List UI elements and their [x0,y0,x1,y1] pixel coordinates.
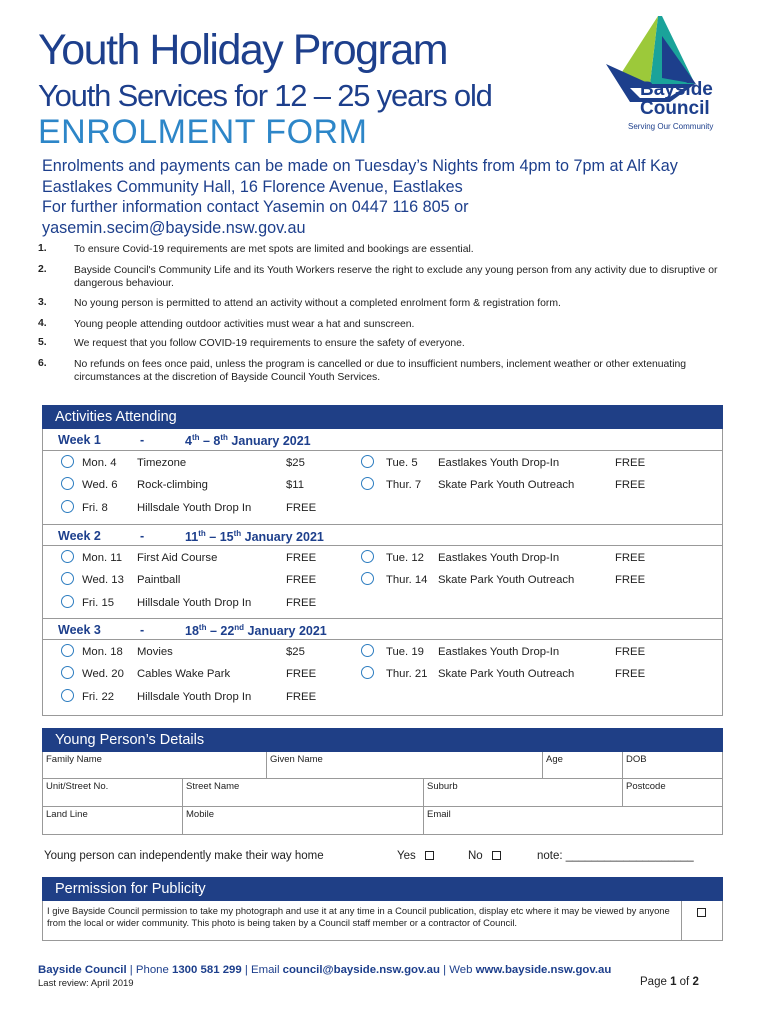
activity-name: Rock-climbing [137,479,208,491]
activity-radio[interactable] [361,666,374,679]
footer-contact: Bayside Council | Phone 1300 581 299 | Email council@bayside.nsw.gov.au | Web www.bayside.nsw.gov.au [38,964,612,976]
activity-price: FREE [615,668,646,680]
activity-day: Mon. 4 [82,457,117,469]
activity-day: Wed. 6 [82,479,118,491]
activity-price: $25 [286,457,305,469]
week-header [43,429,722,451]
activity-price: FREE [615,479,646,491]
date-start-suffix: th [191,433,200,442]
week-dash: - [140,623,145,637]
independent-no-option[interactable]: No [468,850,501,862]
divider [681,901,682,940]
date-month: January 2021 [241,530,324,545]
activity-name: Timezone [137,457,187,469]
activity-radio[interactable] [361,572,374,585]
intro-text: Enrolments and payments can be made on Tuesday’s Nights from 4pm to 7pm at Alf Kay Eastlakes Community Hall, 16 Florence Avenue, Eastlakes For further information contact Yasemin on 0447 116 805 or yasemin.secim@bayside.nsw.gov.au [42,156,742,238]
activity-name: Eastlakes Youth Drop-In [438,646,560,658]
note-field[interactable]: note: ____________________ [537,850,694,862]
date-month: January 2021 [227,434,311,449]
email-field[interactable]: Email [427,809,451,820]
activity-name: Eastlakes Youth Drop-In [438,457,560,469]
independent-travel-label: Young person can independently make their way home [44,850,324,862]
activities-table [42,429,723,716]
no-checkbox[interactable] [492,851,501,860]
activity-radio[interactable] [361,477,374,490]
date-start: 4 [185,434,192,449]
footer-web-link[interactable]: www.bayside.nsw.gov.au [475,964,612,976]
date-sep: – [206,624,221,639]
activity-day: Wed. 13 [82,574,124,586]
activity-day: Thur. 21 [386,668,428,680]
footer-email-link[interactable]: council@bayside.nsw.gov.au [282,964,440,976]
week-label: Week 2 [58,529,101,543]
unit-field[interactable]: Unit/Street No. [43,779,183,807]
date-end: 15 [219,530,234,545]
activity-day: Fri. 15 [82,597,115,609]
yes-checkbox[interactable] [425,851,434,860]
date-end-suffix: nd [234,623,245,632]
week-dates [185,529,324,544]
activity-name: Eastlakes Youth Drop-In [438,552,560,564]
week-label: Week 1 [58,433,101,447]
activity-name: Skate Park Youth Outreach [438,479,575,491]
activity-day: Fri. 22 [82,691,115,703]
activity-day: Mon. 18 [82,646,123,658]
activity-day: Thur. 14 [386,574,428,586]
activity-day: Fri. 8 [82,502,108,514]
activity-radio[interactable] [61,550,74,563]
independent-yes-option[interactable]: Yes [397,850,434,862]
form-title: ENROLMENT FORM [38,113,368,151]
activity-radio[interactable] [61,477,74,490]
page-number: Page 1 of 2 [640,976,699,988]
suburb-field[interactable]: Suburb [424,779,623,807]
date-end-suffix: th [233,529,242,538]
week-header [43,524,722,546]
week-dash: - [140,529,145,543]
activity-name: Skate Park Youth Outreach [438,574,575,586]
publicity-heading: Permission for Publicity [42,877,723,901]
date-end: 22 [220,624,235,639]
date-month: January 2021 [244,624,327,639]
logo-wordmark: Bayside Council [640,79,713,119]
activity-radio[interactable] [61,644,74,657]
publicity-consent-checkbox[interactable] [697,908,706,917]
activity-name: First Aid Course [137,552,218,564]
date-start-suffix: th [198,623,207,632]
activity-day: Tue. 12 [386,552,424,564]
activities-heading: Activities Attending [42,405,723,429]
dob-field[interactable]: DOB [623,752,722,779]
publicity-box [42,901,723,941]
activity-radio[interactable] [61,689,74,702]
last-review: Last review: April 2019 [38,978,134,989]
activity-name: Movies [137,646,173,658]
week-dates [185,433,311,448]
date-end: 8 [213,434,221,449]
week-dates [185,623,327,638]
activity-day: Wed. 20 [82,668,124,680]
mobile-field[interactable]: Mobile [183,807,424,834]
week-header [43,618,722,640]
activity-price: FREE [615,552,646,564]
activity-day: Thur. 7 [386,479,422,491]
activity-radio[interactable] [361,550,374,563]
activity-day: Tue. 5 [386,457,418,469]
activity-price: $25 [286,646,305,658]
publicity-statement: I give Bayside Council permission to take my photograph and use it at any time in a Council publication, display etc where it may be viewed by anyone from the local or wider community. This photo is being taken by a Council staff member or a contractor of Council. [47,905,670,928]
family-name-field[interactable]: Family Name [43,752,267,779]
activity-radio[interactable] [361,455,374,468]
activity-name: Hillsdale Youth Drop In [137,691,252,703]
activity-radio[interactable] [61,455,74,468]
activity-name: Hillsdale Youth Drop In [137,502,252,514]
activity-price: FREE [615,646,646,658]
activity-price: FREE [286,552,317,564]
details-heading: Young Person’s Details [42,728,723,752]
activity-name: Hillsdale Youth Drop In [137,597,252,609]
activity-price: FREE [286,668,317,680]
activity-price: $11 [286,479,305,491]
week-dash: - [140,433,145,447]
week-label: Week 3 [58,623,101,637]
activity-price: FREE [615,457,646,469]
activity-radio[interactable] [61,666,74,679]
landline-field[interactable]: Land Line [43,807,183,834]
age-field[interactable]: Age [543,752,623,779]
activity-radio[interactable] [61,572,74,585]
date-start-suffix: th [198,529,206,538]
activity-radio[interactable] [61,500,74,513]
contact-email: yasemin.secim@bayside.nsw.gov.au [42,218,306,237]
page-subtitle: Youth Services for 12 – 25 years old [38,78,492,113]
activity-price: FREE [286,574,317,586]
activity-name: Cables Wake Park [137,668,231,680]
activity-price: FREE [615,574,646,586]
activity-price: FREE [286,691,317,703]
details-grid [42,752,723,835]
activity-day: Tue. 19 [386,646,424,658]
date-sep: – [205,530,220,545]
date-start: 18 [185,624,199,639]
postcode-field[interactable]: Postcode [623,779,722,807]
activity-price: FREE [286,502,317,514]
logo-tagline: Serving Our Community [628,122,714,131]
activity-name: Skate Park Youth Outreach [438,668,575,680]
date-end-suffix: th [220,433,228,442]
activity-radio[interactable] [61,595,74,608]
page-title: Youth Holiday Program [38,26,448,74]
given-name-field[interactable]: Given Name [267,752,543,779]
activity-name: Paintball [137,574,181,586]
date-start: 11 [185,530,199,545]
activity-day: Mon. 11 [82,552,122,564]
activity-price: FREE [286,597,317,609]
date-sep: – [199,434,214,449]
activity-radio[interactable] [361,644,374,657]
street-name-field[interactable]: Street Name [183,779,424,807]
